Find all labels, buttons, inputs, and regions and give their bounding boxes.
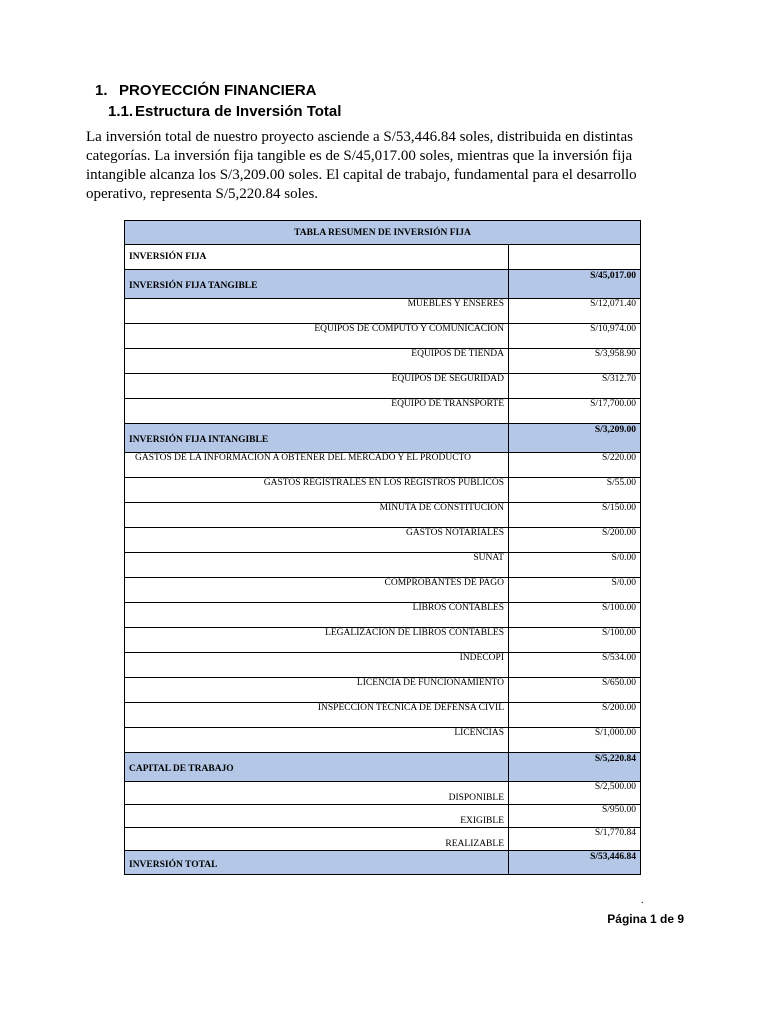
- item-value: S/950.00: [509, 805, 641, 828]
- section-total: S/45,017.00: [509, 270, 641, 299]
- page-number: Página 1 de 9: [607, 912, 684, 926]
- item-label: EQUIPOS DE TIENDA: [125, 349, 509, 374]
- item-label: SUNAT: [125, 553, 509, 578]
- item-value: S/2,500.00: [509, 782, 641, 805]
- table-row: [125, 653, 641, 678]
- total-value: S/53,446.84: [509, 851, 641, 875]
- item-value: S/100.00: [509, 628, 641, 653]
- table-title: TABLA RESUMEN DE INVERSIÓN FIJA: [125, 221, 641, 245]
- item-label: GASTOS NOTARIALES: [125, 528, 509, 553]
- item-label: DISPONIBLE: [125, 782, 509, 805]
- table-row: [125, 628, 641, 653]
- table-row: [125, 805, 641, 828]
- item-value: S/55.00: [509, 478, 641, 503]
- table-row: [125, 703, 641, 728]
- item-label: MUEBLES Y ENSERES: [125, 299, 509, 324]
- fixed-investment-value: [509, 245, 641, 270]
- item-value: S/312.70: [509, 374, 641, 399]
- table-row: [125, 728, 641, 753]
- table-row: [125, 349, 641, 374]
- item-label: MINUTA DE CONSTITUCION: [125, 503, 509, 528]
- item-label: LIBROS CONTABLES: [125, 603, 509, 628]
- item-value: S/3,958.90: [509, 349, 641, 374]
- item-value: S/17,700.00: [509, 399, 641, 424]
- table-row: [125, 553, 641, 578]
- item-value: S/10,974.00: [509, 324, 641, 349]
- section-label: CAPITAL DE TRABAJO: [125, 753, 509, 782]
- fixed-investment-row: [125, 245, 641, 270]
- item-label: INDECOPI: [125, 653, 509, 678]
- section-total: S/5,220.84: [509, 753, 641, 782]
- heading-section: [95, 82, 317, 99]
- item-value: S/12,071.40: [509, 299, 641, 324]
- item-label: LICENCIA DE FUNCIONAMIENTO: [125, 678, 509, 703]
- table-row: [125, 782, 641, 805]
- item-value: S/200.00: [509, 528, 641, 553]
- section-row-intangible: [125, 424, 641, 453]
- subheading-number: 1.1.: [108, 103, 134, 120]
- section-row-tangible: [125, 270, 641, 299]
- item-label: GASTOS REGISTRALES EN LOS REGISTROS PÚBLICOS: [125, 478, 509, 503]
- item-label: EXIGIBLE: [125, 805, 509, 828]
- heading-subsection: [108, 103, 341, 120]
- table-row: [125, 374, 641, 399]
- item-value: S/100.00: [509, 603, 641, 628]
- item-value: S/1,000.00: [509, 728, 641, 753]
- section-label: INVERSIÓN FIJA TANGIBLE: [125, 270, 509, 299]
- fixed-investment-label: INVERSIÓN FIJA: [125, 245, 509, 270]
- item-label: LEGALIZACIÓN DE LIBROS CONTABLES: [125, 628, 509, 653]
- table-row: [125, 528, 641, 553]
- intro-paragraph: La inversión total de nuestro proyecto asciende a S/53,446.84 soles, distribuida en distintas categorías. La inversión fija tangible es de S/45,017.00 soles, mientras que la inversión fija intangible alcanza los S/3,209.00 soles. El capital de trabajo, fundamental para el desarrollo operativo, representa S/5,220.84 soles.: [86, 129, 637, 202]
- item-label: INSPECCION TÉCNICA DE DEFENSA CIVIL: [125, 703, 509, 728]
- investment-summary-table: [124, 220, 641, 875]
- table-row: [125, 503, 641, 528]
- item-label: EQUIPOS DE COMPUTO Y COMUNICACION: [125, 324, 509, 349]
- section-total: S/3,209.00: [509, 424, 641, 453]
- item-value: S/220.00: [509, 453, 641, 478]
- item-label: EQUIPO DE TRANSPORTE: [125, 399, 509, 424]
- table-row: [125, 478, 641, 503]
- item-value: S/200.00: [509, 703, 641, 728]
- table-row: [125, 603, 641, 628]
- table-row: [125, 399, 641, 424]
- table-row: [125, 578, 641, 603]
- item-value: S/0.00: [509, 553, 641, 578]
- table-row: [125, 678, 641, 703]
- total-label: INVERSIÓN TOTAL: [125, 851, 509, 875]
- table-row: [125, 299, 641, 324]
- table-title-row: [125, 221, 641, 245]
- item-value: S/150.00: [509, 503, 641, 528]
- heading-number: 1.: [95, 82, 108, 99]
- subheading-text: Estructura de Inversión Total: [135, 103, 342, 120]
- item-value: S/0.00: [509, 578, 641, 603]
- item-value: S/1,770.84: [509, 828, 641, 851]
- section-row-working_capital: [125, 753, 641, 782]
- total-investment-row: [125, 851, 641, 875]
- heading-text: PROYECCIÓN FINANCIERA: [119, 82, 317, 99]
- footer-dot: .: [641, 895, 644, 906]
- table-row: [125, 324, 641, 349]
- item-value: S/650.00: [509, 678, 641, 703]
- table-row: [125, 828, 641, 851]
- item-label: EQUIPOS DE SEGURIDAD: [125, 374, 509, 399]
- item-label: GASTOS DE LA INFORMACIÓN A OBTENER DEL MERCADO Y EL PRODUCTO: [125, 453, 509, 478]
- table-row: [125, 453, 641, 478]
- item-label: COMPROBANTES DE PAGO: [125, 578, 509, 603]
- item-label: LICENCIAS: [125, 728, 509, 753]
- item-label: REALIZABLE: [125, 828, 509, 851]
- section-label: INVERSIÓN FIJA INTANGIBLE: [125, 424, 509, 453]
- item-value: S/534.00: [509, 653, 641, 678]
